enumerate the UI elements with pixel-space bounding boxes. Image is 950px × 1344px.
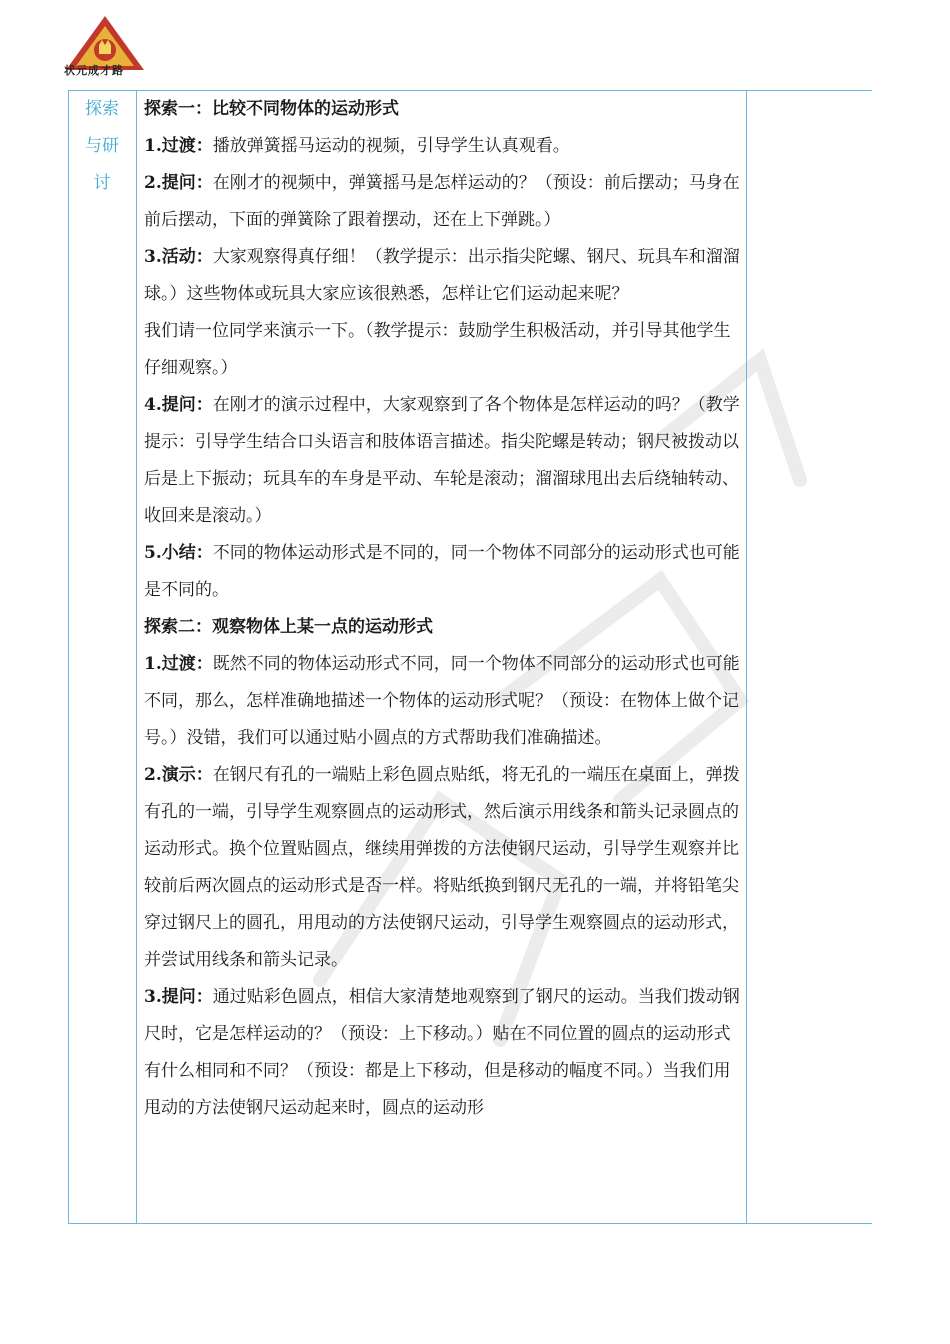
paragraph-summary — [144, 535, 744, 609]
paragraph-activity — [144, 239, 744, 313]
paragraph-demo — [144, 757, 744, 979]
paragraph-text: 通过贴彩色圆点，相信大家清楚地观察到了钢尺的运动。当我们拨动钢尺时，它是怎样运动的？（预设：上下移动。）贴在不同位置的圆点的运动形式有什么相同和不同？（预设：都是上下移动，但是移动的幅度不同。）当我们用甩动的方法使钢尺运动起来时，圆点的运动形 — [144, 987, 740, 1118]
paragraph-lead: 5.小结： — [144, 543, 213, 563]
paragraph-text: 在钢尺有孔的一端贴上彩色圆点贴纸，将无孔的一端压在桌面上，弹拨有孔的一端，引导学生观察圆点的运动形式，然后演示用线条和箭头记录圆点的运动形式。换个位置贴圆点，继续用弹拨的方法使钢尺运动，引导学生观察并比较前后两次圆点的运动形式是否一样。将贴纸换到钢尺无孔的一端，并将铅笔尖穿过钢尺上的圆孔，用甩动的方法使钢尺运动，引导学生观察圆点的运动形式，并尝试用线条和箭头记录。 — [144, 765, 740, 970]
section-label-line: 与研 — [85, 136, 119, 156]
paragraph-text: 在刚才的演示过程中，大家观察到了各个物体是怎样运动的吗？（教学提示：引导学生结合口头语言和肢体语言描述。指尖陀螺是转动；钢尺被拨动以后是上下振动；玩具车的车身是平动、车轮是滚动；溜溜球甩出去后绕轴转动、收回来是滚动。） — [144, 395, 740, 526]
paragraph-lead: 3.活动： — [144, 247, 213, 267]
paragraph-lead: 3.提问： — [144, 987, 213, 1007]
paragraph-question-2 — [144, 387, 744, 535]
paragraph-question-3 — [144, 979, 744, 1127]
paragraph-text: 在刚才的视频中，弹簧摇马是怎样运动的？（预设：前后摆动；马身在前后摆动，下面的弹簧除了跟着摆动，还在上下弹跳。） — [144, 173, 740, 230]
logo-text: 状元成才路 — [64, 64, 124, 77]
section-label — [68, 91, 136, 202]
lesson-content — [144, 91, 744, 1127]
paragraph-question-1 — [144, 165, 744, 239]
paragraph-activity-cont: 我们请一位同学来演示一下。（教学提示：鼓励学生积极活动，并引导其他学生仔细观察。） — [144, 321, 731, 378]
paragraph-lead: 2.提问： — [144, 173, 213, 193]
heading-explore-2: 探索二：观察物体上某一点的运动形式 — [144, 617, 433, 637]
paragraph-transition-2 — [144, 646, 744, 757]
paragraph-lead: 4.提问： — [144, 395, 213, 415]
section-label-line: 讨 — [93, 173, 111, 193]
paragraph-text: 既然不同的物体运动形式不同，同一个物体不同部分的运动形式也可能不同，那么，怎样准确地描述一个物体的运动形式呢？（预设：在物体上做个记号。）没错，我们可以通过贴小圆点的方式帮助我们准确描述。 — [144, 654, 740, 748]
section-label-line: 探索 — [85, 99, 119, 119]
paragraph-lead: 2.演示： — [144, 765, 213, 785]
heading-explore-1: 探索一：比较不同物体的运动形式 — [144, 99, 399, 119]
table-divider-2 — [746, 91, 747, 1223]
lesson-table — [68, 90, 872, 1224]
paragraph-lead: 1.过渡： — [144, 136, 213, 156]
paragraph-text: 不同的物体运动形式是不同的，同一个物体不同部分的运动形式也可能是不同的。 — [144, 543, 740, 600]
table-border-left — [68, 91, 69, 1223]
table-divider-1 — [136, 91, 137, 1223]
paragraph-lead: 1.过渡： — [144, 654, 213, 674]
paragraph-text: 大家观察得真仔细！（教学提示：出示指尖陀螺、钢尺、玩具车和溜溜球。）这些物体或玩具大家应该很熟悉，怎样让它们运动起来呢？ — [144, 247, 740, 304]
paragraph-text: 播放弹簧摇马运动的视频，引导学生认真观看。 — [212, 136, 570, 156]
paragraph-transition-1 — [144, 128, 744, 165]
